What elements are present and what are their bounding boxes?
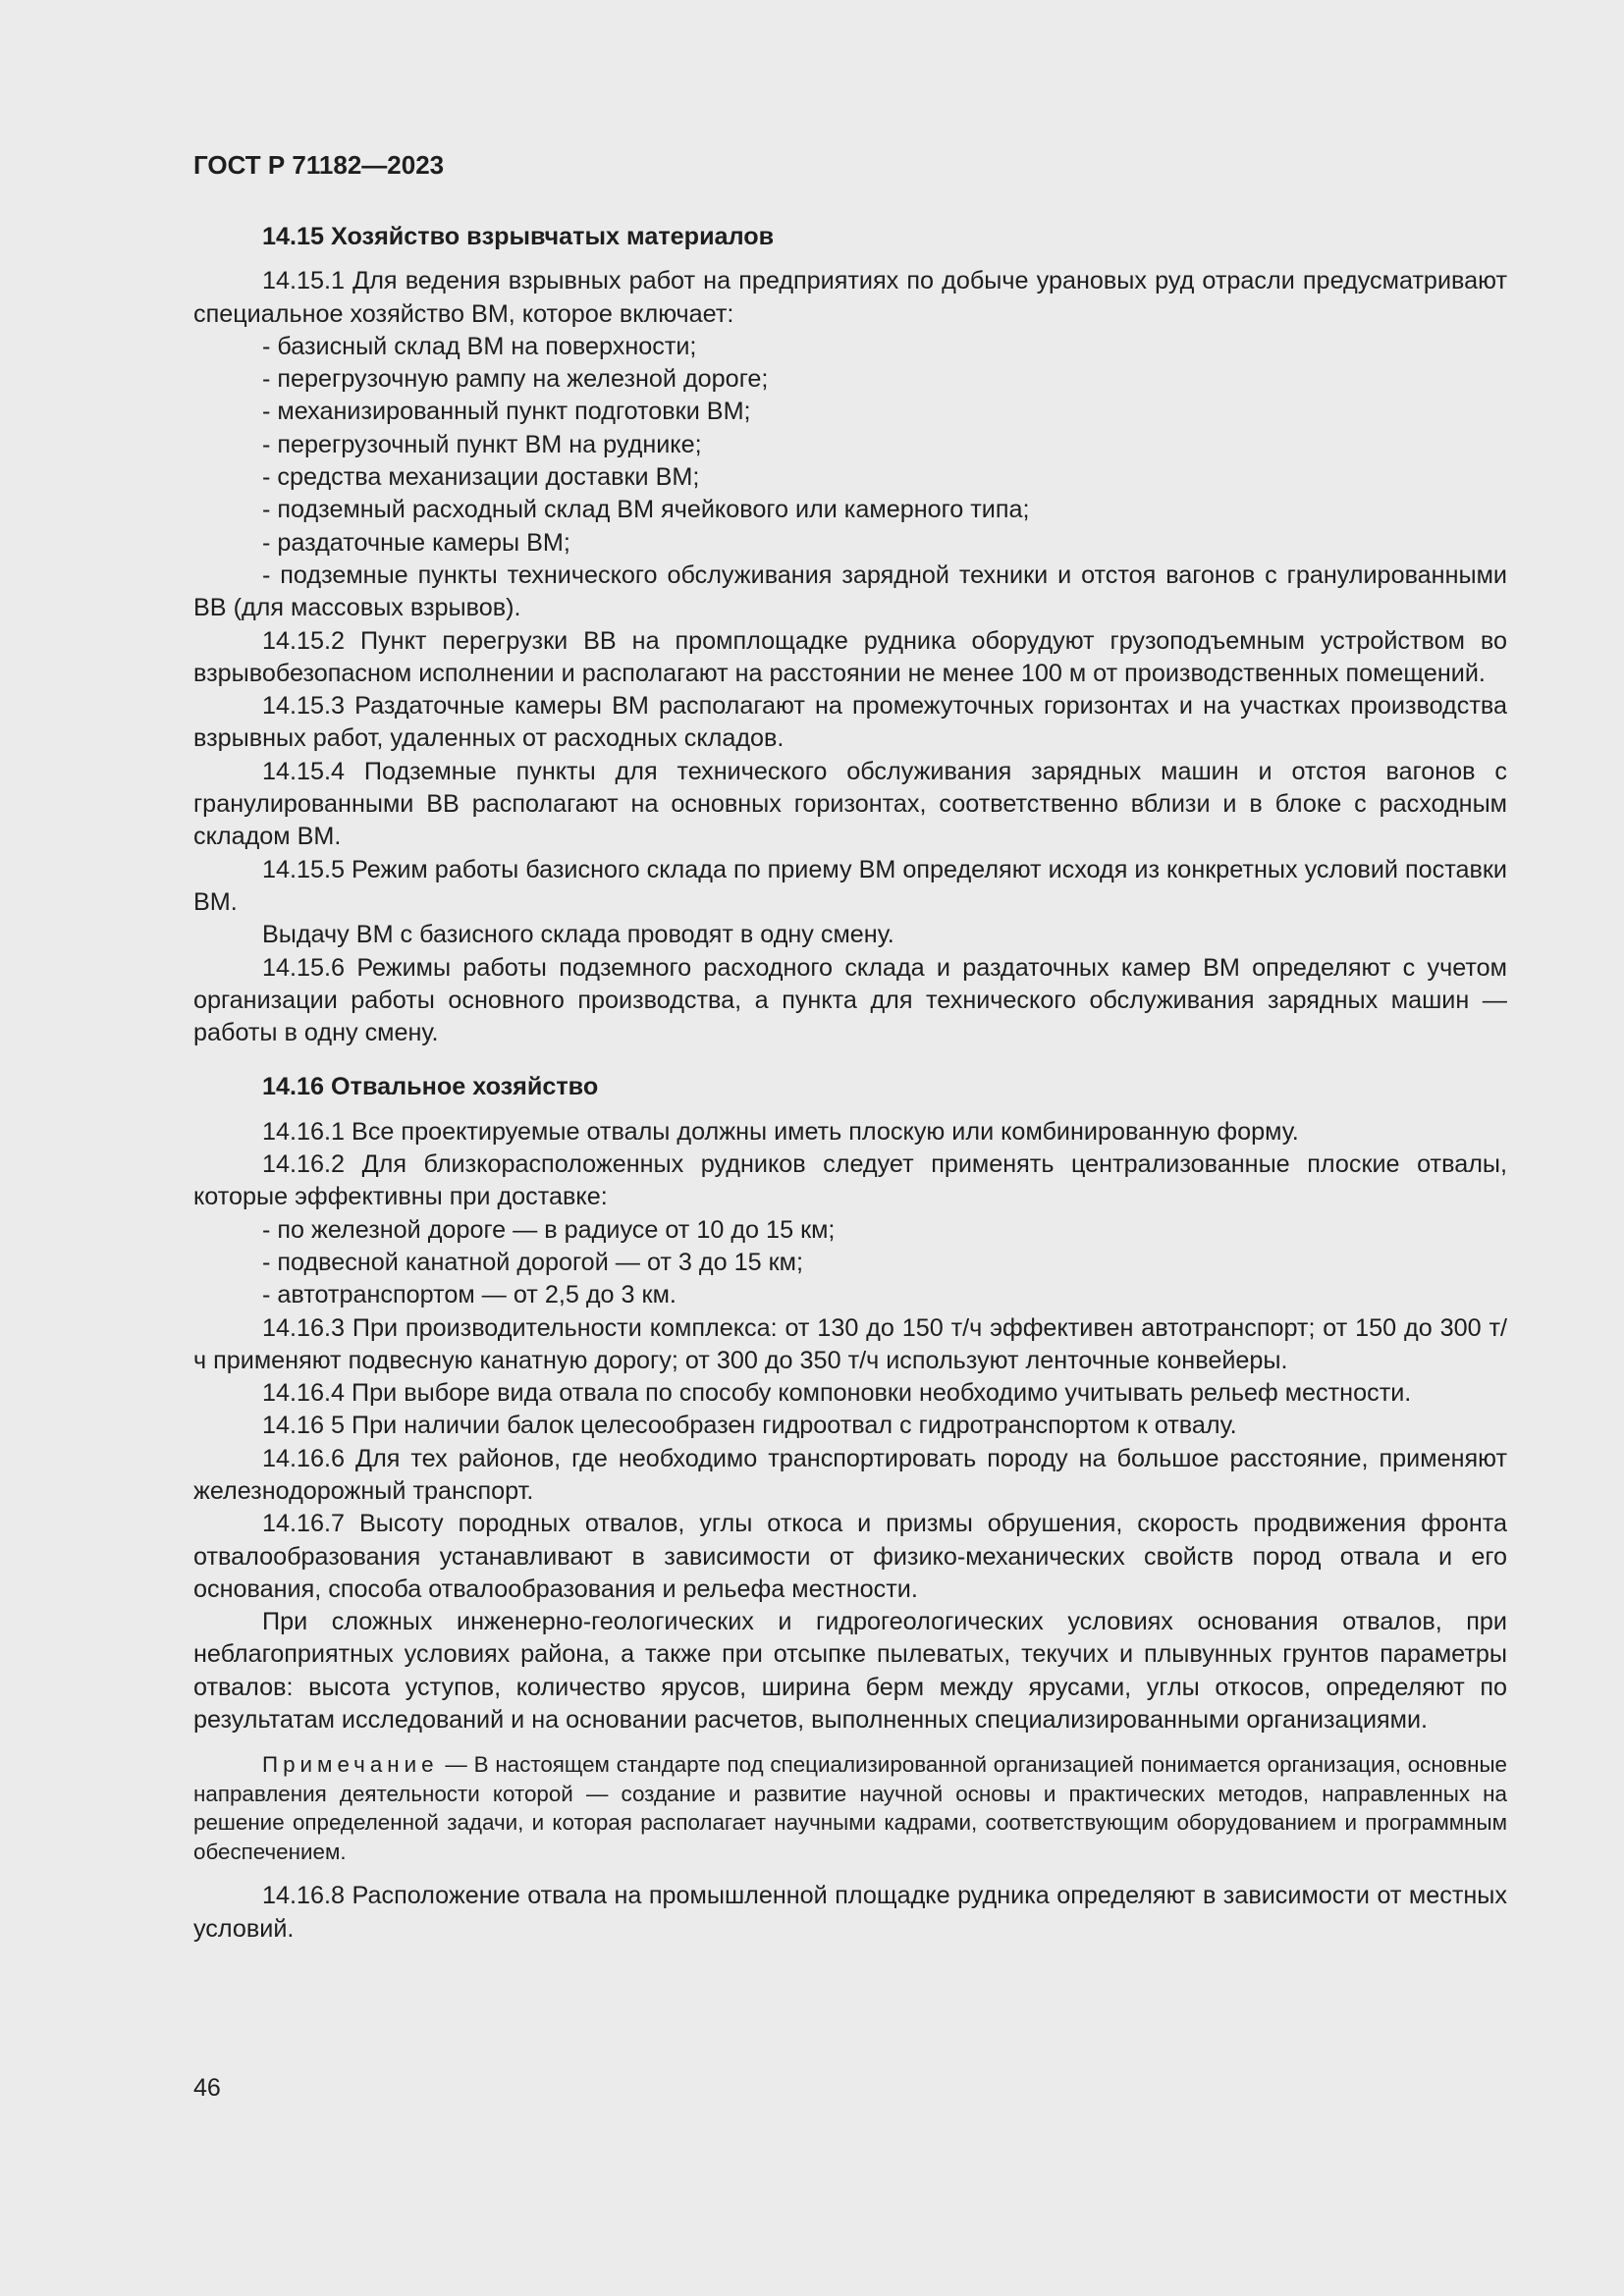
list-item: - средства механизации доставки ВМ;	[262, 463, 700, 492]
list-item: - подземные пункты технического обслуживания зарядной техники и отстоя вагонов с гранулированными ВВ (для массовых взрывов).	[193, 561, 1507, 622]
paragraph-14-16-7: 14.16.7 Высоту породных отвалов, углы откоса и призмы обрушения, скорость продвижения фронта отвалообразования устанавливают в зависимости от физико-механических свойств пород отвала и его основания, способа отвалообразования и рельефа местности.	[193, 1510, 1507, 1603]
section-14-16-title: 14.16 Отвальное хозяйство	[262, 1073, 599, 1101]
paragraph-14-16-6: 14.16.6 Для тех районов, где необходимо транспортировать породу на большое расстояние, применяют железнодорожный транспорт.	[193, 1444, 1507, 1505]
paragraph-14-15-5-continued: Выдачу ВМ с базисного склада проводят в одну смену.	[262, 921, 894, 949]
section-14-15-title: 14.15 Хозяйство взрывчатых материалов	[262, 223, 775, 250]
paragraph-14-16-7-continued: При сложных инженерно-геологических и гидрогеологических условиях основания отвалов, при неблагоприятных условиях района, а также при отсыпке пылеватых, текучих и плывунных грунтов параметры отвалов: высота уступов, количество ярусов, ширина берм между ярусами, углы откосов, определяют по результатам исследований и на основании расчетов, выполненных специализированными организациями.	[193, 1608, 1507, 1735]
list-item: - подвесной канатной дорогой — от 3 до 15 км;	[262, 1248, 803, 1276]
list-item: - по железной дороге — в радиусе от 10 до 15 км;	[262, 1215, 836, 1244]
paragraph-14-15-1: 14.15.1 Для ведения взрывных работ на предприятиях по добыче урановых руд отрасли предусматривают специальное хозяйство ВМ, которое включает:	[193, 267, 1507, 328]
note	[193, 1750, 1507, 1866]
paragraph-14-16-3: 14.16.3 При производительности комплекса: от 130 до 150 т/ч эффективен автотранспорт; от 150 до 300 т/ч применяют подвесную канатную дорогу; от 300 до 350 т/ч используют ленточные конвейеры.	[193, 1313, 1507, 1374]
paragraph-14-16-4: 14.16.4 При выборе вида отвала по способу компоновки необходимо учитывать рельеф местности.	[262, 1379, 1412, 1408]
paragraph-14-16-5: 14.16 5 При наличии балок целесообразен гидроотвал с гидротранспортом к отвалу.	[262, 1412, 1237, 1440]
document-body	[193, 221, 1507, 1946]
paragraph-14-15-4: 14.15.4 Подземные пункты для технического обслуживания зарядных машин и отстоя вагонов с гранулированными ВВ располагают на основных горизонтах, соответственно вблизи и в блоке с расходным складом ВМ.	[193, 757, 1507, 851]
paragraph-14-16-1: 14.16.1 Все проектируемые отвалы должны иметь плоскую или комбинированную форму.	[262, 1117, 1299, 1146]
list-item: - раздаточные камеры ВМ;	[262, 528, 570, 557]
note-label: Примечание	[262, 1752, 439, 1778]
list-item: - базисный склад ВМ на поверхности;	[262, 332, 697, 360]
paragraph-14-15-2: 14.15.2 Пункт перегрузки ВВ на промплощадке рудника оборудуют грузоподъемным устройством во взрывобезопасном исполнении и располагают на расстоянии не менее 100 м от производственных помещений.	[193, 626, 1507, 687]
paragraph-14-15-6: 14.15.6 Режимы работы подземного расходного склада и раздаточных камер ВМ определяют с учетом организации работы основного производства, а пункта для технического обслуживания зарядных машин — работы в одну смену.	[193, 953, 1507, 1047]
list-item: - подземный расходный склад ВМ ячейкового или камерного типа;	[262, 496, 1030, 524]
paragraph-14-15-3: 14.15.3 Раздаточные камеры ВМ располагают на промежуточных горизонтах и на участках производства взрывных работ, удаленных от расходных складов.	[193, 692, 1507, 753]
standard-id-header: ГОСТ Р 71182—2023	[193, 150, 445, 180]
note-text: — В настоящем стандарте под специализированной организацией понимается организация, основные направления деятельности которой — создание и развитие научной основы и практических методов, направленных на решение определенной задачи, и которая располагает научными кадрами, соответствующим оборудованием и программным обеспечением.	[193, 1752, 1507, 1864]
page-number: 46	[193, 2074, 221, 2102]
paragraph-14-16-2: 14.16.2 Для близкорасположенных рудников следует применять централизованные плоские отвалы, которые эффективны при доставке:	[193, 1150, 1507, 1211]
paragraph-14-15-5: 14.15.5 Режим работы базисного склада по приему ВМ определяют исходя из конкретных условий поставки ВМ.	[193, 855, 1507, 916]
list-item: - перегрузочный пункт ВМ на руднике;	[262, 430, 702, 458]
list-item: - автотранспортом — от 2,5 до 3 км.	[262, 1281, 677, 1309]
list-item: - механизированный пункт подготовки ВМ;	[262, 398, 751, 426]
list-item: - перегрузочную рампу на железной дороге;	[262, 365, 769, 394]
paragraph-14-16-8: 14.16.8 Расположение отвала на промышленной площадке рудника определяют в зависимости от местных условий.	[193, 1882, 1507, 1943]
